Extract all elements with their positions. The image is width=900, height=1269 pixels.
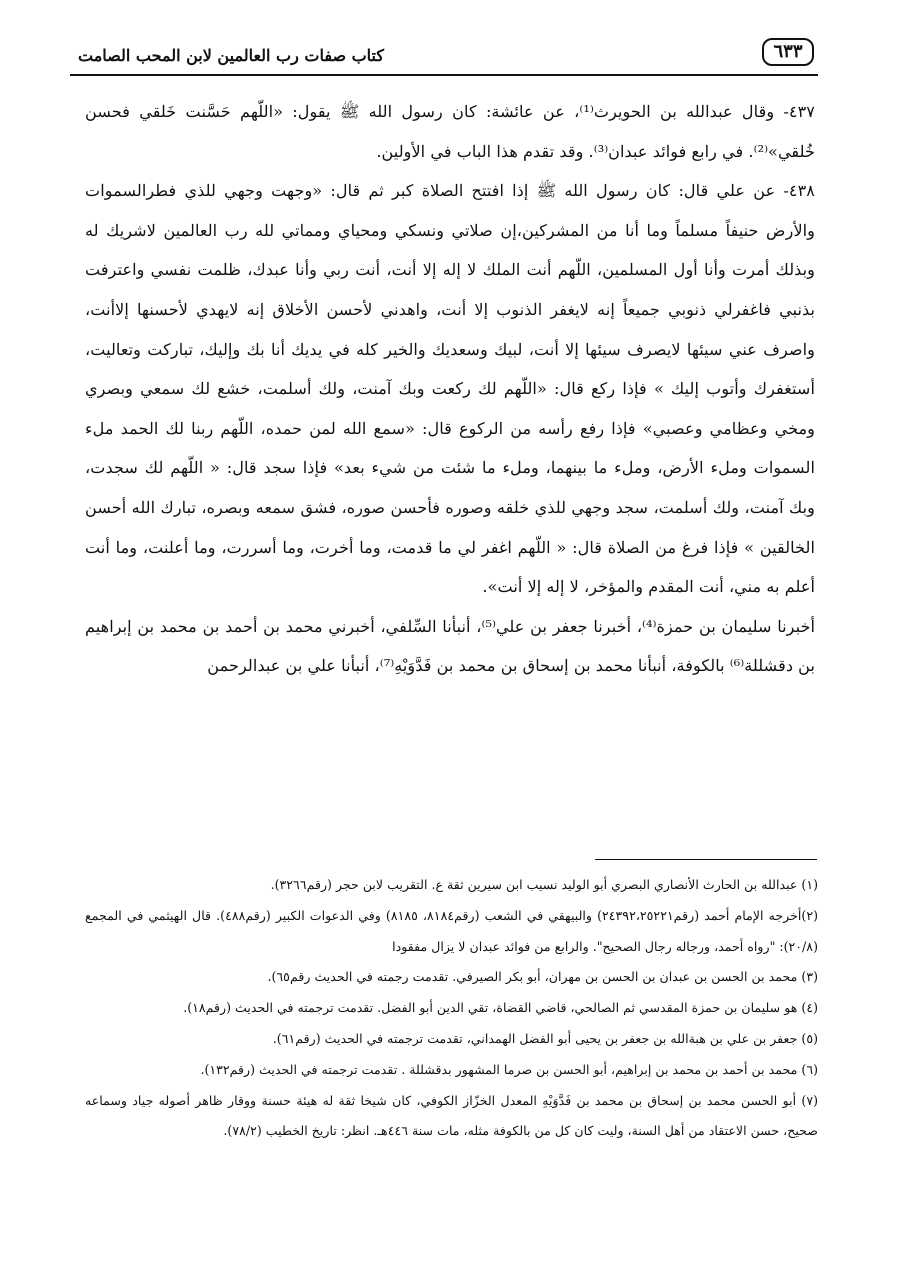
paragraph-isnad: أخبرنا سليمان بن حمزة⁽⁴⁾، أخبرنا جعفر بن علي⁽⁵⁾، أنبأنا السِّلفي، أخبرني محمد بن أحمد بن محمد بن إبراهيم بن دقشللة⁽⁶⁾ بالكوفة، أنبأنا محمد بن إسحاق بن محمد بن فَدَّوَيْهِ⁽⁷⁾، أنبأنا علي بن عبدالرحمن — [85, 616, 815, 676]
footnote-2: (٢)أخرجه الإمام أحمد (رقم٢٤٣٩٢،٢٥٢٢١) والبيهقي في الشعب (رقم٨١٨٤، ٨١٨٥) وفي الدعوات الكبير (رقم٤٨٨). قال الهيثمي في المجمع (٢٠/٨): "رواه أحمد، ورجاله رجال الصحيح". والرابع من فوائد عبدان لا يزال مفقودا — [85, 907, 819, 954]
main-text — [85, 92, 815, 686]
page-number: ٦٣٣ — [762, 38, 814, 66]
footnote-separator — [595, 859, 817, 861]
paragraph-hadith-437: ٤٣٧- وقال عبدالله بن الحويرث⁽¹⁾، عن عائشة: كان رسول الله ﷺ يقول: «اللّهم حَسَّنت خَلقي فحسن خُلقي»⁽²⁾. في رابع فوائد عبدان⁽³⁾. وقد تقدم هذا الباب في الأولين. — [85, 102, 815, 161]
footnote-3: (٣) محمد بن الحسن بن عبدان بن الحسن بن مهران، أبو بكر الصيرفي. تقدمت رجمته في الحديث رقم٦٥). — [267, 969, 818, 985]
footnote-5: (٥) جعفر بن علي بن هبةالله بن جعفر بن يحيى أبو الفضل الهمداني، تقدمت ترجمته في الحديث (رقم٦١). — [272, 1030, 818, 1046]
paragraph-hadith-438: ٤٣٨- عن علي قال: كان رسول الله ﷺ إذا افتتح الصلاة كبر ثم قال: «وجهت وجهي للذي فطرالسموات والأرض حنيفاً مسلماً وما أنا من المشركين،إن صلاتي ونسكي ومحياي ومماتي لله رب العالمين لاشريك له وبذلك أمرت وأنا أول المسلمين، اللّهم أنت الملك لا إله إلا أنت، أنت ربي وأنا عبدك، ظلمت نفسي واعترفت بذنبي فاغفرلي ذنوبي جميعاً إنه لايغفر الذنوب إلا أنت، واهدني لأحسن الأخلاق إنه لايهدي لأحسنها إلاأنت، واصرف عني سيئها لايصرف سيئها إلا أنت، لبيك وسعديك والخير كله في يديك أنا بك وإليك، تباركت وتعاليت، أستغفرك وأتوب إليك » فإذا ركع قال: «اللّهم لك ركعت وبك آمنت، ولك أسلمت، خشع لك سمعي وبصري ومخي وعظامي وعصبي» فإذا رفع رأسه من الركوع قال: «سمع الله لمن حمده، اللّهم ربنا لك الحمد ملء السموات وملء الأرض، وملء ما بينهما، وملء ما شئت من شيء بعد» فإذا سجد قال: « اللّهم لك سجدت، وبك آمنت، ولك أسلمت، سجد وجهي للذي خلقه وصوره فأحسن صوره، فشق سمعه وبصره، تبارك الله أحسن الخالقين » فإذا فرغ من الصلاة قال: « اللّهم اغفر لي ما قدمت، وما أخرت، وما أسررت، وما أعلنت، وما أنت أعلم به مني، أنت المقدم والمؤخر، لا إله إلا أنت». — [85, 181, 815, 597]
footnote-7: (٧) أبو الحسن محمد بن إسحاق بن محمد بن فَدَّوَيْهِ المعدل الخزّاز الكوفي، كان شيخا ثقة له هيئة حسنة ووقار ظاهر أصوله جياد وسماعه صحيح، حسن الاعتقاد من أهل السنة، وليت كان كل من بالكوفة مثله، مات سنة ٤٤٦هـ. انظر: تاريخ الخطيب (٧٨/٢). — [85, 1092, 818, 1139]
footnote-4: (٤) هو سليمان بن حمزة المقدسي ثم الصالحي، قاضي القضاة، تقي الدين أبو الفضل. تقدمت ترجمته في الحديث (رقم١٨). — [183, 1000, 818, 1016]
footnotes — [85, 870, 818, 1147]
page-header — [70, 34, 818, 76]
book-title: كتاب صفات رب العالمين لابن المحب الصامت — [78, 46, 384, 65]
footnote-1: (١) عبدالله بن الحارث الأنصاري البصري أبو الوليد نسيب ابن سيرين ثقة ع. التقريب لابن حجر (رقم٣٢٦٦). — [270, 877, 818, 892]
footnote-6: (٦) محمد بن أحمد بن محمد بن إبراهيم، أبو الحسن بن صرما المشهور بدقشللة . تقدمت ترجمته في الحديث (رقم١٣٢). — [200, 1061, 818, 1077]
